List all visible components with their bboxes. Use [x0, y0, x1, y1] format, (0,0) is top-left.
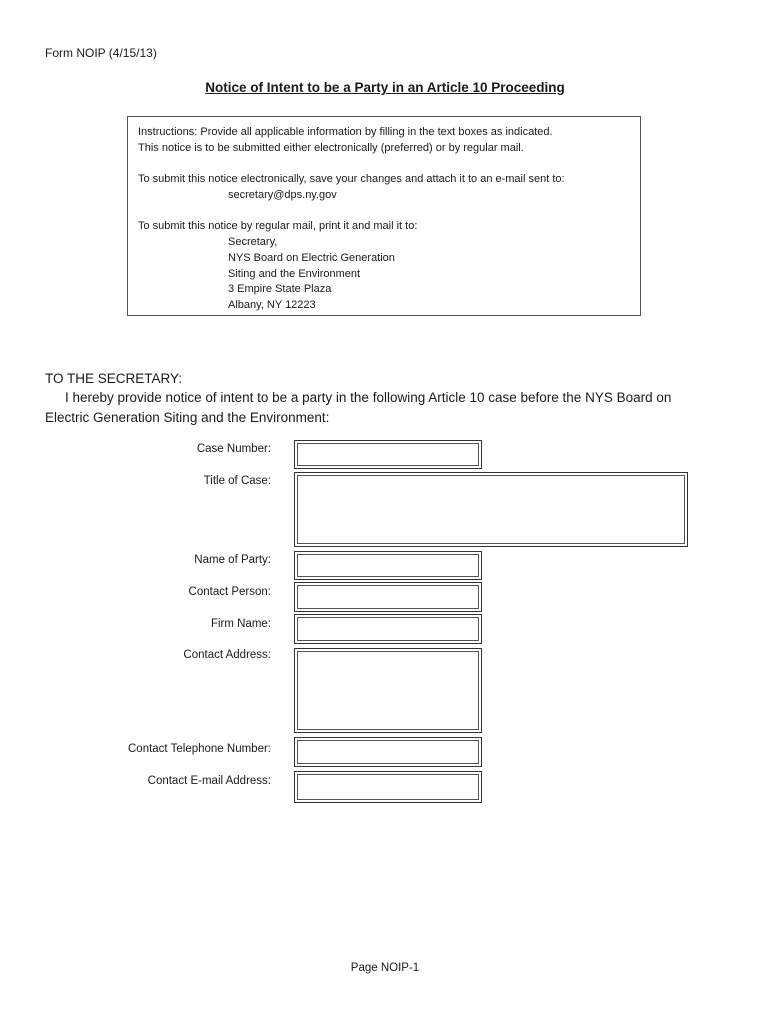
name-of-party-field[interactable] — [294, 551, 482, 580]
intro-line-2: Electric Generation Siting and the Environment: — [45, 410, 330, 425]
name-of-party-label: Name of Party: — [194, 554, 271, 566]
firm-name-field[interactable] — [294, 614, 482, 644]
intro-paragraph — [45, 388, 710, 428]
secretary-email: secretary@dps.ny.gov — [228, 189, 337, 201]
contact-address-field[interactable] — [294, 648, 482, 733]
contact-email-field[interactable] — [294, 771, 482, 803]
contact-person-field[interactable] — [294, 582, 482, 612]
salutation: TO THE SECRETARY: — [45, 371, 183, 386]
instructions-line-2: This notice is to be submitted either electronically (preferred) or by regular mail. — [138, 142, 524, 154]
page-title: Notice of Intent to be a Party in an Article 10 Proceeding — [205, 80, 565, 95]
address-line: Siting and the Environment — [228, 268, 361, 280]
address-line: NYS Board on Electric Generation — [228, 252, 395, 264]
address-line: Secretary, — [228, 236, 278, 248]
page-number: Page NOIP-1 — [350, 962, 420, 974]
case-number-label: Case Number: — [196, 443, 271, 455]
case-number-field[interactable] — [294, 440, 482, 469]
contact-person-label: Contact Person: — [188, 586, 271, 598]
email-instructions: To submit this notice electronically, save your changes and attach it to an e-mail sent to: — [138, 173, 565, 185]
contact-phone-label: Contact Telephone Number: — [128, 743, 271, 755]
instructions-box — [127, 116, 641, 316]
instructions-line-1: Instructions: Provide all applicable information by filling in the text boxes as indicated. — [138, 126, 553, 138]
intro-line-1: I hereby provide notice of intent to be a party in the following Article 10 case before the NYS Board on — [65, 390, 672, 405]
contact-email-label: Contact E-mail Address: — [147, 775, 271, 787]
address-line: 3 Empire State Plaza — [228, 283, 332, 295]
title-of-case-label: Title of Case: — [203, 475, 271, 487]
firm-name-label: Firm Name: — [210, 618, 271, 630]
mail-instructions: To submit this notice by regular mail, print it and mail it to: — [138, 220, 418, 232]
title-of-case-field[interactable] — [294, 472, 688, 547]
contact-address-label: Contact Address: — [183, 649, 271, 661]
address-line: Albany, NY 12223 — [228, 299, 316, 311]
contact-phone-field[interactable] — [294, 737, 482, 767]
form-id: Form NOIP (4/15/13) — [45, 46, 157, 60]
